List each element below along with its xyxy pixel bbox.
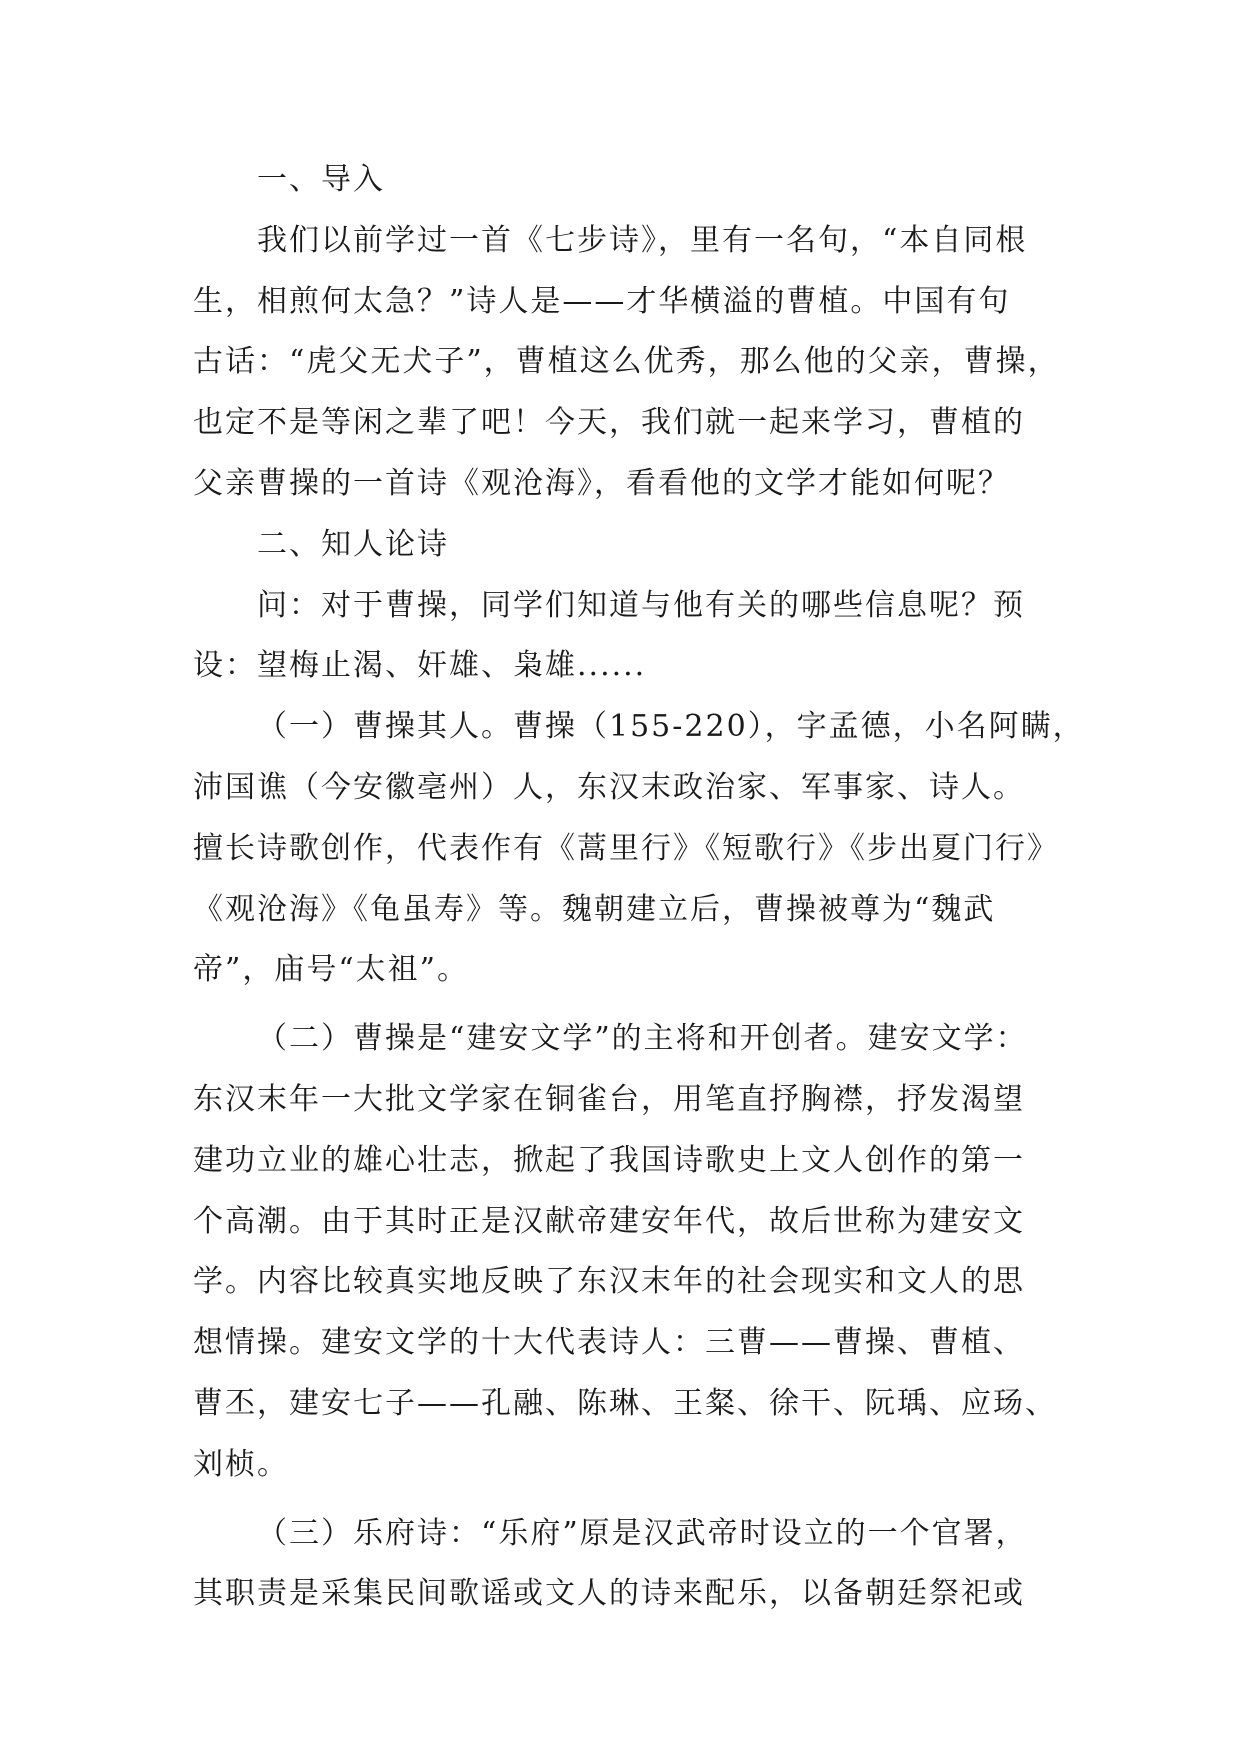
text-line: 我们以前学过一首《七步诗》，里有一名句，“本自同根 (257, 222, 1028, 258)
text-line: 沛国谯（今安徽亳州）人，东汉末政治家、军事家、诗人。 (193, 769, 1025, 805)
text-line: 父亲曹操的一首诗《观沧海》，看看他的文学才能如何呢？ (193, 465, 1010, 501)
text-line: 擅长诗歌创作，代表作有《蒿里行》《短歌行》《步出夏门行》 (193, 830, 1059, 866)
text-line: （三）乐府诗：“乐府”原是汉武帝时设立的一个官署， (257, 1515, 1028, 1551)
text-line: 其职责是采集民间歌谣或文人的诗来配乐，以备朝廷祭祀或 (193, 1576, 1025, 1612)
text-line: 古话：“虎父无犬子”，曹植这么优秀，那么他的父亲，曹操， (193, 344, 1060, 380)
text-line: 也定不是等闲之辈了吧！今天，我们就一起来学习，曹植的 (193, 405, 1025, 441)
text-line: （二）曹操是“建安文学”的主将和开创者。建安文学： (257, 1021, 1028, 1057)
text-line: 个高潮。由于其时正是汉献帝建安年代，故后世称为建安文 (193, 1203, 1025, 1239)
text-line: 学。内容比较真实地反映了东汉末年的社会现实和文人的思 (193, 1264, 1025, 1300)
text-line: 东汉末年一大批文学家在铜雀台，用笔直抒胸襟，抒发渴望 (193, 1081, 1025, 1117)
section-heading: 一、导入 (257, 162, 385, 197)
text-line: 帝”，庙号“太祖”。 (193, 952, 470, 988)
text-line: 《观沧海》《龟虽寿》等。魏朝建立后，曹操被尊为“魏武 (193, 891, 996, 927)
text-line: 建功立业的雄心壮志，掀起了我国诗歌史上文人创作的第一 (193, 1142, 1025, 1178)
text-line: 生，相煎何太急？”诗人是——才华横溢的曹植。中国有句 (193, 283, 1011, 319)
text-line: 设：望梅止渴、奸雄、枭雄...... (193, 648, 647, 684)
text-line: 刘桢。 (193, 1446, 289, 1482)
text-line: （一）曹操其人。曹操（155-220），字孟德，小名阿瞒， (257, 709, 1085, 745)
text-line: 想情操。建安文学的十大代表诗人：三曹——曹操、曹植、 (193, 1325, 1025, 1361)
document-body (193, 150, 1085, 1625)
text-line: 问：对于曹操，同学们知道与他有关的哪些信息呢？预 (257, 587, 1025, 623)
section-heading: 二、知人论诗 (257, 526, 449, 562)
text-line: 曹丕，建安七子——孔融、陈琳、王粲、徐干、阮瑀、应玚、 (193, 1385, 1057, 1421)
